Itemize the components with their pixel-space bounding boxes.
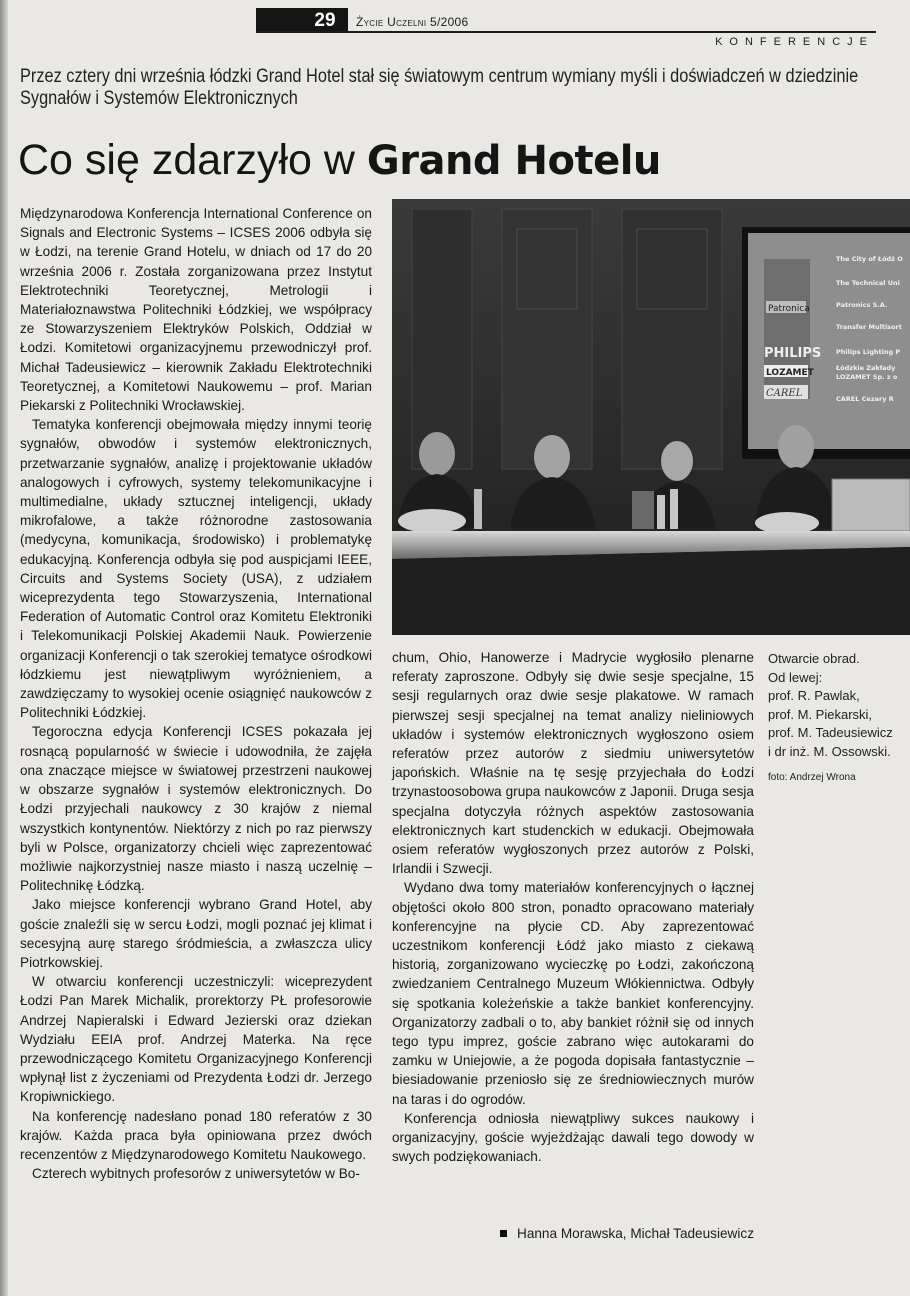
paragraph: Czterech wybitnych profesorów z uniwersytetów w Bo- [32, 1166, 360, 1182]
title-part-1: Co się zdarzyło w [18, 136, 367, 184]
conference-photo-illustration [392, 199, 910, 635]
paragraph: Tegoroczna edycja Konferencji ICSES pokazała jej rosnącą popularność w świecie i udowodniła, że zajęła ona znaczące miejsce w światowej przestrzeni naukowej w obszarze sygnałów i systemów elektronicznych. Do Łodzi przyjechali naukowcy z 30 krajów z niemal wszystkich kontynentów. Niektórzy z nich po raz pierwszy byli w Polsce, organizatorzy chcieli więc zaprezentować możliwie najkorzystniej nasze miasto i naszą uczelnię – Politechnikę Łódzką. [20, 724, 372, 894]
screen-logo: Patronica [768, 304, 810, 314]
caption-line: Od lewej: [768, 669, 823, 685]
paragraph: Międzynarodowa Konferencja International Conference on Signals and Electronic Systems – ICSES 2006 odbyła się w Łodzi, na terenie Grand Hotelu, w dniach od 17 do 20 września 2006 r. Została zorganizowana przez Instytut Elektrotechniki Teoretycznej, Metrologii i Materiałoznawstwa Politechniki Łódzkiej, we współpracy ze Stowarzyszeniem Elektryków Polskich, Oddział w Łodzi. Komitetowi organizacyjnemu przewodniczył prof. Michał Tadeusiewicz – kierownik Zakładu Elektrotechniki Teoretycznej, a Komitetowi Naukowemu – prof. Marian Piekarski z Politechniki Wrocławskiej. [20, 206, 372, 414]
paragraph: W otwarciu konferencji uczestniczyli: wiceprezydent Łodzi Pan Marek Michalik, prorektorzy PŁ profesorowie Andrzej Napieralski i Edward Jezierski oraz dziekan Wydziału EEIA prof. Andrzej Materka. Na ręce przewodniczącego Komitetu Organizacyjnego Konferencji wpłynął list z życzeniami od Prezydenta Łodzi dr. Jerzego Kropiwnickiego. [20, 974, 372, 1105]
conference-photo [392, 199, 910, 635]
issue-label: Życie Uczelni 5/2006 [356, 15, 469, 29]
paragraph: Na konferencję nadesłano ponad 180 referatów z 30 krajów. Każda praca była opiniowana przez dwóch recenzentów z Międzynarodowego Komitetu Naukowego. [20, 1108, 372, 1162]
screen-sponsor-line: Łódzkie Zakłady [836, 364, 896, 372]
screen-sponsor-line: The Technical Uni [836, 279, 900, 287]
page-edge-shadow [0, 0, 8, 1296]
paragraph: Wydano dwa tomy materiałów konferencyjnych o łącznej objętości około 800 stron, ponadto opracowano materiały konferencyjne na płycie CD. Aby zaprezentować uczestnikom konferencji Łódź jako miasto z ciekawą historią, zorganizowano wycieczkę po Łodzi, zakończoną zwiedzaniem Centralnego Muzeum Włókiennictwa. Odbyły się spotkania koleżeńskie a także bankiet konferencyjny. Organizatorzy zadbali o to, aby bankiet różnił się od innych tego typu imprez, goście zabrano więc autokarami do zamku w Uniejowie, a że pogoda dopisała fantastycznie – biesiadowanie przeniosło się ze średniowiecznych murów na taras i do ogrodów. [392, 880, 754, 1107]
screen-sponsor-line: The City of Łódź O [836, 255, 903, 263]
paragraph: Konferencja odniosła niewątpliwy sukces naukowy i organizacyjny, goście wyjeżdżając dawali tego dowody w swych podziękowaniach. [392, 1110, 754, 1165]
caption-line: prof. R. Pawlak, [768, 688, 860, 703]
screen-sponsor-line: Patronics S.A. [836, 301, 888, 309]
bullet-square-icon [500, 1230, 507, 1237]
author-names: Hanna Morawska, Michał Tadeusiewicz [517, 1226, 754, 1241]
caption-line: Otwarcie obrad. [768, 651, 860, 666]
left-column [20, 204, 372, 1183]
caption-line: i dr inż. M. Ossowski. [768, 743, 891, 759]
screen-sponsor-line: Philips Lighting P [836, 348, 901, 356]
caption-line: prof. M. Piekarski, [768, 706, 873, 722]
page-number: 29 [256, 8, 348, 32]
screen-sponsor-line: LOZAMET Sp. z o [836, 373, 898, 381]
section-label: KONFERENCJE [715, 36, 874, 48]
screen-logo: LOZAMET [766, 368, 814, 378]
photo-caption [768, 650, 910, 788]
lead-text: Przez cztery dni września łódzki Grand Hotel stał się światowym centrum wymiany myśli i doświadczeń w dziedzinie Sygnałów i Systemów Elektronicznych [20, 66, 859, 109]
title-part-2: Grand Hotelu [366, 138, 661, 184]
article-title [18, 136, 661, 185]
paragraph: chum, Ohio, Hanowerze i Madrycie wygłosiło plenarne referaty zaproszone. Odbyły się dwie sesje specjalne, 15 sesji regularnych oraz dwie sesje plakatowe. W ramach pierwszej sesji specjalnej na temat analizy nieliniowych układów i systemów elektronicznych wygłoszono osiem referatów przez autorów z siedmiu uniwersytetów japońskich. Właśnie na tę sesję przyjechała do Łodzi trzynastoosobowa grupa naukowców z Japonii. Druga sesja specjalna dotyczyła różnych aspektów zastosowania elektronicznych kart studenckich w edukacji. Obejmowała osiem referatów wygłoszonych przez autorów z Polski, Irlandii i Szwecji. [392, 650, 754, 877]
screen-logo: CAREL [766, 388, 803, 399]
paragraph: Tematyka konferencji obejmowała między innymi teorię sygnałów, obwodów i systemów elektronicznych, przetwarzanie sygnałów, analizę i projektowanie układów analogowych i cyfrowych, systemy telekomunikacyjne i multimedialne, układy sztucznej inteligencji, układy mikrofalowe, a także różnorodne zastosowania (medycyna, komunikacja, środowisko) i problematykę edukacyjną. Konferencja odbyła się pod auspicjami IEEE, Circuits and Systems Society (USA), z udziałem wiceprezydenta tego Stowarzyszenia, International Federation of Automatic Control oraz Komitetu Elektroniki i Telekomunikacji Polskiej Akademii Nauk. Powierzenie organizacji Konferencji o tak szerokiej tematyce ośrodkowi łódzkiemu jest niewątpliwym wyróżnieniem, a zawdzięczamy to wysokiej ocenie osiągnięć naukowców z Politechniki Łódzkiej. [20, 417, 372, 721]
author-byline [500, 1226, 754, 1241]
screen-sponsor-line: Transfer Multisort [836, 323, 902, 331]
paragraph: Jako miejsce konferencji wybrano Grand Hotel, aby goście znaleźli się w sercu Łodzi, mogli poznać jej klimat i secesyjną aurę starego śródmieścia, a zwłaszcza ulicy Piotrkowskiej. [20, 897, 372, 970]
photo-credit: foto: Andrzej Wrona [768, 772, 856, 783]
header-rule [256, 31, 876, 33]
screen-logo: PHILIPS [764, 346, 822, 361]
screen-sponsor-line: CAREL Cezary R [836, 395, 894, 403]
middle-column [392, 648, 754, 1166]
caption-line: prof. M. Tadeusiewicz [768, 725, 893, 740]
